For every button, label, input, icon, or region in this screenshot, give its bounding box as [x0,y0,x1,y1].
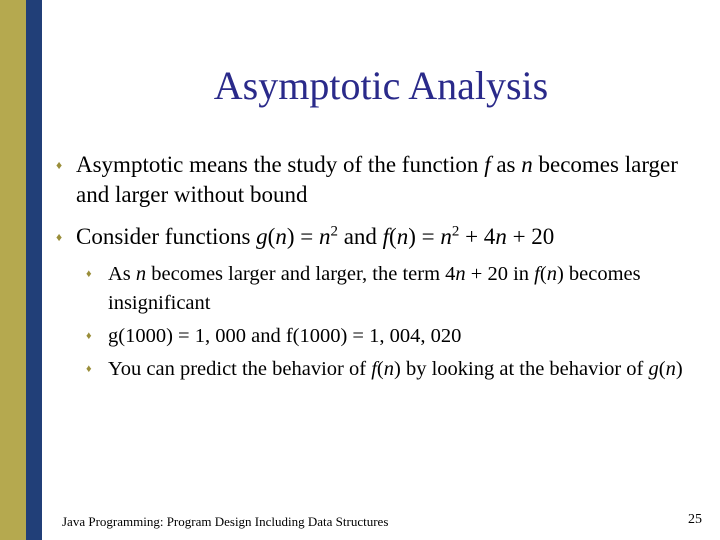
sub-bullet-item: ♦ As n becomes larger and larger, the term 4n + 20 in f(n) becomes insignificant [84,260,708,318]
diamond-bullet-icon: ♦ [56,158,63,172]
sub-bullet-item: ♦ g(1000) = 1, 000 and f(1000) = 1, 004, 020 [84,322,708,351]
sub-bullet-item: ♦ You can predict the behavior of f(n) by looking at the behavior of g(n) [84,355,708,384]
page-number: 25 [688,512,702,527]
slide-title: Asymptotic Analysis [213,63,549,108]
bullet-item: ♦ Asymptotic means the study of the function f as n becomes larger and larger without bound [56,152,678,207]
diamond-bullet-icon: ♦ [86,363,92,375]
left-olive-band [0,0,26,540]
diamond-bullet-icon: ♦ [86,330,92,342]
left-navy-band [26,0,42,540]
bullet-item: ♦ Consider functions $g(n) = n^2$ and $f(n) = n^2 + 4n + 20$ [48,222,708,252]
bullet-list [48,150,708,388]
slide-footer: Java Programming: Program Design Including Data Structures [62,514,389,529]
diamond-bullet-icon: ♦ [56,230,63,244]
diamond-bullet-icon: ♦ [86,268,92,280]
